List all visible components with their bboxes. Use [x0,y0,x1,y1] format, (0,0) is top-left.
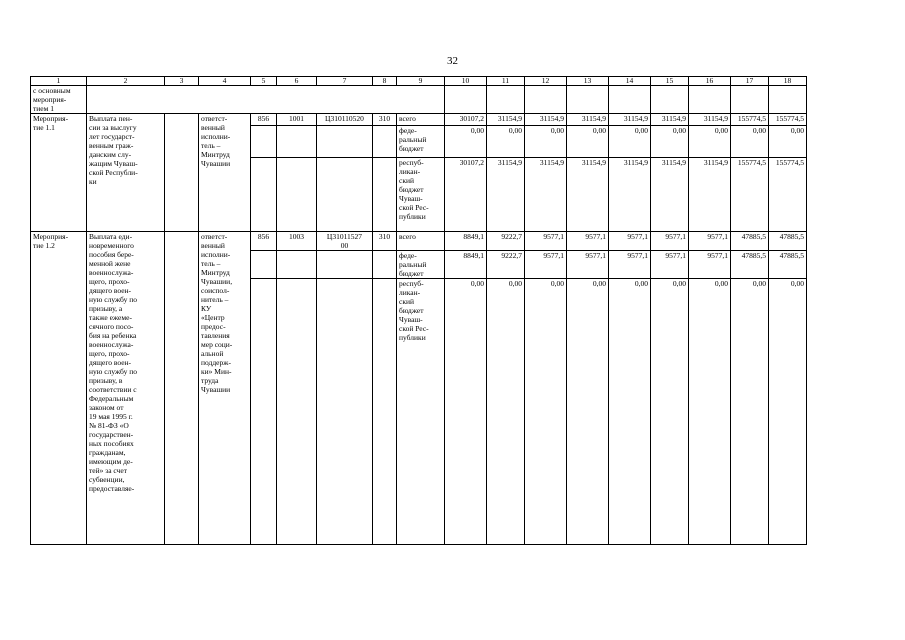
executor [199,114,251,232]
measure-description-line: щего, прохо- [89,277,130,286]
executor-line: исполни- [201,132,231,141]
empty-cell [317,251,373,279]
amount-value: 47885,5 [769,232,807,251]
empty-cell [87,86,445,114]
empty-cell [251,251,277,279]
amount-value: 0,00 [487,279,525,545]
funding-source [397,251,445,279]
measure-description-line: дящего воен- [89,358,132,367]
amount-value: 0,00 [487,126,525,158]
funding-source-line: ский [399,297,414,306]
measure-description-line: бия на ребенка [89,331,137,340]
executor-line: ки» Мин- [201,367,232,376]
funding-source-line: ской Рес- [399,324,429,333]
funding-source-line: всего [399,114,416,123]
code-expense-line: 310 [378,114,391,123]
column-header-1: 1 [31,77,87,86]
empty-cell [277,251,317,279]
measure-description-line: ской Республи- [89,168,138,177]
measure-description-line: Федеральным [89,394,134,403]
measure-description-line: имеющим де- [89,457,133,466]
column-header-7: 7 [317,77,373,86]
executor-line: мер соци- [201,340,233,349]
empty-cell [525,86,567,114]
column-header-17: 17 [731,77,769,86]
amount-value: 155774,5 [731,158,769,232]
measure-description-line: № 81-ФЗ «О [89,421,129,430]
amount-value: 8849,1 [445,251,487,279]
amount-value: 31154,9 [487,114,525,126]
amount-value: 155774,5 [769,114,807,126]
budget-table [30,76,807,545]
funding-source-line: ральный [399,135,427,144]
code-grbs-line: 856 [257,232,270,241]
funding-source-line: публики [399,333,426,342]
code-expense [373,232,397,251]
measure-description-line: венным граж- [89,141,134,150]
executor-line: поддерж- [201,358,231,367]
empty-cell [689,86,731,114]
funding-source-line: бюджет [399,269,424,278]
code-section [277,114,317,126]
funding-source-line: бюджет [399,144,424,153]
empty-cell [373,279,397,545]
column-header-5: 5 [251,77,277,86]
funding-source-line: бюджет [399,306,424,315]
amount-value: 9577,1 [651,232,689,251]
executor-line: Минтруд [201,150,230,159]
amount-value: 9577,1 [567,232,609,251]
amount-value: 31154,9 [609,158,651,232]
amount-value: 47885,5 [731,232,769,251]
measure-description-line: дящего воен- [89,286,132,295]
amount-value: 31154,9 [651,158,689,232]
funding-source-line: респуб- [399,158,424,167]
funding-source-line: публики [399,212,426,221]
empty-cell [567,86,609,114]
measure-description-line: данским слу- [89,150,132,159]
funding-source-line: всего [399,232,416,241]
measure-description-line: также ежеме- [89,313,132,322]
amount-value: 30107,2 [445,158,487,232]
executor-line: тель – [201,141,221,150]
measure-description-line: призыву, а [89,304,123,313]
measure-description-line: пособия бере- [89,250,134,259]
measure-description-line: государствен- [89,430,134,439]
empty-cell [317,279,373,545]
column-header-4: 4 [199,77,251,86]
column-header-10: 10 [445,77,487,86]
empty-cell [373,126,397,158]
column-header-8: 8 [373,77,397,86]
funding-source [397,279,445,545]
amount-value: 0,00 [731,126,769,158]
funding-source-line: Чуваш- [399,194,423,203]
code-section [277,232,317,251]
amount-value: 31154,9 [487,158,525,232]
measure-name [31,232,87,545]
amount-value: 0,00 [609,279,651,545]
measure-description-line: Выплата еди- [89,232,133,241]
funding-source-line: бюджет [399,185,424,194]
measure-description-line: предоставляе- [89,484,135,493]
measure-1-2-row [31,232,807,251]
executor-line: предос- [201,322,226,331]
empty-cell [277,158,317,232]
measure-description-line: Выплата пен- [89,114,133,123]
measure-description-line: военнослужа- [89,340,134,349]
measure-name-line: Мероприя- [33,232,69,241]
amount-value: 31154,9 [567,158,609,232]
executor-line: альной [201,349,224,358]
amount-value: 0,00 [567,126,609,158]
funding-source-line: Чуваш- [399,315,423,324]
amount-value: 9222,7 [487,232,525,251]
measure-description-line: щего, прохо- [89,349,130,358]
amount-value: 31154,9 [689,158,731,232]
empty-cell [251,126,277,158]
executor-line: Чувашии, [201,277,233,286]
empty-cell [651,86,689,114]
empty-cell [251,158,277,232]
executor-line: КУ [201,304,212,313]
amount-value: 47885,5 [731,251,769,279]
executor-line: ответст- [201,114,228,123]
code-target-line: Ц31011527 [326,232,363,241]
amount-value: 31154,9 [609,114,651,126]
column-header-15: 15 [651,77,689,86]
empty-cell [487,86,525,114]
amount-value: 9577,1 [609,251,651,279]
funding-source-line: ский [399,176,414,185]
measure-description-line: 19 мая 1995 г. [89,412,133,421]
funding-source [397,126,445,158]
code-grbs [251,232,277,251]
empty-cell [277,279,317,545]
header-row [31,77,807,86]
empty-cell [317,126,373,158]
amount-value: 155774,5 [731,114,769,126]
funding-source-line: ской Рес- [399,203,429,212]
funding-source [397,158,445,232]
measure-description-line: менной жене [89,259,131,268]
measure-description [87,232,165,545]
measure-name-line: тие 1.2 [33,241,55,250]
funding-source [397,232,445,251]
empty-cell [373,251,397,279]
empty-cell [373,158,397,232]
funding-source-line: феде- [399,251,417,260]
executor-line: «Центр [201,313,225,322]
executor-line: тавления [201,331,230,340]
amount-value: 8849,1 [445,232,487,251]
amount-value: 31154,9 [651,114,689,126]
funding-source-line: ральный [399,260,427,269]
amount-value: 0,00 [609,126,651,158]
amount-value: 0,00 [651,126,689,158]
amount-value: 155774,5 [769,158,807,232]
measure-description-line: сячного посо- [89,322,134,331]
column-header-13: 13 [567,77,609,86]
measure-description-line: субвенции, [89,475,125,484]
measure-description-line: гражданам, [89,448,126,457]
code-target-line: 00 [340,241,349,250]
executor-line: труда [201,376,219,385]
column-header-3: 3 [165,77,199,86]
measure-name [31,114,87,232]
measure-description-line: военнослужа- [89,268,134,277]
measure-description-line: ки [89,177,97,186]
amount-value: 0,00 [525,279,567,545]
section-label-line: с основным [33,86,71,95]
empty-cell [251,279,277,545]
amount-value: 0,00 [525,126,567,158]
executor-line: венный [201,123,225,132]
measure-description [87,114,165,232]
measure-description-line: ную службу по [89,367,137,376]
amount-value: 47885,5 [769,251,807,279]
executor-line: Чувашии [201,385,231,394]
amount-value: 0,00 [731,279,769,545]
empty-cell [609,86,651,114]
executor-line: Чувашии [201,159,231,168]
amount-value: 9577,1 [651,251,689,279]
column-header-2: 2 [87,77,165,86]
measure-1-1-row [31,114,807,126]
funding-source-line: феде- [399,126,417,135]
executor-line: Минтруд [201,268,230,277]
code-target [317,232,373,251]
measure-description-line: лет государст- [89,132,135,141]
funding-source-line: ликан- [399,167,421,176]
empty-cell [445,86,487,114]
amount-value: 0,00 [689,126,731,158]
executor-line: соиспол- [201,286,230,295]
code-target [317,114,373,126]
amount-value: 0,00 [769,279,807,545]
amount-value: 30107,2 [445,114,487,126]
code-grbs-line: 856 [257,114,270,123]
code-expense [373,114,397,126]
amount-value: 31154,9 [525,158,567,232]
measure-description-line: законом от [89,403,124,412]
measure-description-line: ных пособиях [89,439,134,448]
amount-value: 9577,1 [525,251,567,279]
amount-value: 9222,7 [487,251,525,279]
empty-cell [165,114,199,232]
empty-cell [277,126,317,158]
amount-value: 9577,1 [689,232,731,251]
amount-value: 31154,9 [689,114,731,126]
column-header-9: 9 [397,77,445,86]
measure-description-line: ную службу по [89,295,137,304]
section-label [31,86,87,114]
executor-line: тель – [201,259,221,268]
code-expense-line: 310 [378,232,391,241]
amount-value: 9577,1 [689,251,731,279]
executor-line: нитель – [201,295,229,304]
measure-description-line: сии за выслугу [89,123,137,132]
code-grbs [251,114,277,126]
amount-value: 0,00 [689,279,731,545]
funding-source-line: ликан- [399,288,421,297]
amount-value: 9577,1 [525,232,567,251]
code-section-line: 1003 [289,232,304,241]
amount-value: 31154,9 [525,114,567,126]
empty-cell [317,158,373,232]
measure-name-line: Мероприя- [33,114,69,123]
amount-value: 0,00 [445,126,487,158]
measure-description-line: жащим Чуваш- [89,159,138,168]
column-header-11: 11 [487,77,525,86]
column-header-16: 16 [689,77,731,86]
executor-line: ответст- [201,232,228,241]
amount-value: 0,00 [445,279,487,545]
executor-line: исполни- [201,250,231,259]
section-label-line: тием 1 [33,104,54,113]
section-label-line: мероприя- [33,95,67,104]
amount-value: 0,00 [567,279,609,545]
empty-cell [769,86,807,114]
section-row [31,86,807,114]
measure-description-line: призыву, в [89,376,123,385]
funding-source-line: респуб- [399,279,424,288]
page-number: 32 [447,55,458,67]
column-header-12: 12 [525,77,567,86]
measure-description-line: тей» за счет [89,466,127,475]
funding-source [397,114,445,126]
amount-value: 31154,9 [567,114,609,126]
empty-cell [165,232,199,545]
amount-value: 9577,1 [609,232,651,251]
column-header-18: 18 [769,77,807,86]
code-section-line: 1001 [289,114,304,123]
measure-description-line: новременного [89,241,134,250]
executor [199,232,251,545]
measure-description-line: соответствии с [89,385,137,394]
executor-line: венный [201,241,225,250]
amount-value: 0,00 [651,279,689,545]
column-header-6: 6 [277,77,317,86]
code-target-line: Ц310110520 [325,114,364,123]
empty-cell [731,86,769,114]
column-header-14: 14 [609,77,651,86]
amount-value: 0,00 [769,126,807,158]
measure-name-line: тие 1.1 [33,123,55,132]
amount-value: 9577,1 [567,251,609,279]
